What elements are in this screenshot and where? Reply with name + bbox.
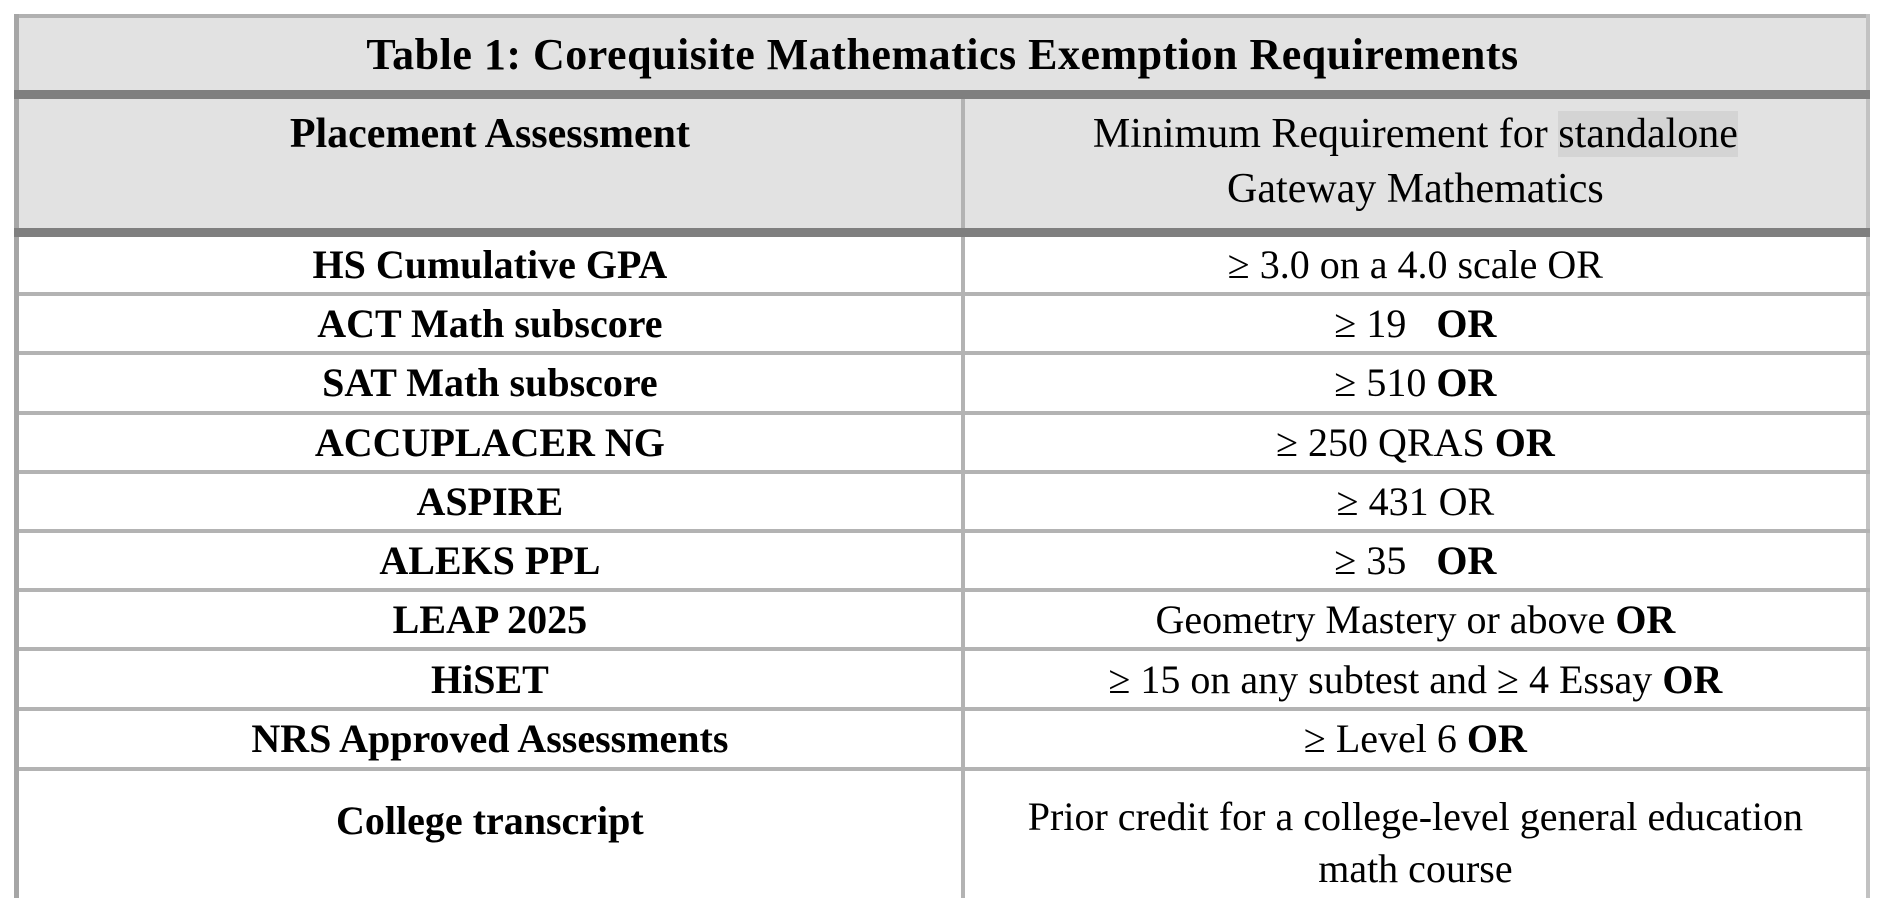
or-connector: OR xyxy=(1615,597,1676,643)
assessment-cell xyxy=(17,709,963,768)
assessment-cell xyxy=(17,590,963,649)
assessment-name: HiSET xyxy=(430,656,549,702)
exemption-requirements-table xyxy=(14,14,1870,898)
assessment-cell xyxy=(17,233,963,295)
or-connector: OR xyxy=(1436,537,1497,583)
column-header-minimum-requirement xyxy=(963,95,1868,233)
column-header-row xyxy=(17,95,1869,233)
requirement-value: Prior credit for a college-level general education math course xyxy=(1027,794,1803,891)
table-row xyxy=(17,233,1869,295)
assessment-name: ALEKS PPL xyxy=(379,538,601,584)
requirement-cell xyxy=(963,769,1868,898)
assessment-cell xyxy=(17,531,963,590)
table-row xyxy=(17,709,1869,768)
requirement-value: ≥ 15 on any subtest and ≥ 4 Essay xyxy=(1108,656,1663,702)
assessment-cell xyxy=(17,472,963,531)
requirement-cell xyxy=(963,590,1868,649)
requirement-value: ≥ 510 xyxy=(1334,360,1437,406)
requirement-value: Geometry Mastery or above xyxy=(1155,597,1616,643)
requirement-value: ≥ Level 6 xyxy=(1303,716,1467,762)
requirement-value: ≥ 250 QRAS xyxy=(1276,419,1495,465)
table-row xyxy=(17,769,1869,898)
requirement-text xyxy=(990,791,1840,893)
title-row xyxy=(17,16,1869,95)
requirement-cell xyxy=(963,709,1868,768)
table-title: Table 1: Corequisite Mathematics Exemption Requirements xyxy=(17,16,1869,95)
assessment-cell xyxy=(17,649,963,709)
or-connector: OR xyxy=(1662,656,1723,702)
table-row xyxy=(17,590,1869,649)
requirement-cell xyxy=(963,472,1868,531)
requirement-value: ≥ 3.0 on a 4.0 scale xyxy=(1227,242,1548,287)
requirement-text xyxy=(1228,239,1603,290)
assessment-cell xyxy=(17,413,963,472)
column-header-placement-assessment: Placement Assessment xyxy=(17,95,963,233)
table-row xyxy=(17,649,1869,709)
assessment-name: ACCUPLACER NG xyxy=(314,419,665,465)
or-connector: OR xyxy=(1438,478,1495,524)
assessment-name: ACT Math subscore xyxy=(317,301,663,347)
requirement-text xyxy=(1155,594,1675,645)
table-row xyxy=(17,413,1869,472)
assessment-cell xyxy=(17,294,963,353)
requirement-text xyxy=(1108,654,1722,705)
table-head xyxy=(17,16,1869,233)
assessment-name: ASPIRE xyxy=(416,478,564,524)
table-row xyxy=(17,472,1869,531)
min-requirement-line2-text: Gateway Mathematics xyxy=(1227,166,1604,213)
table-body xyxy=(17,233,1869,898)
assessment-name: SAT Math subscore xyxy=(322,360,658,406)
or-connector: OR xyxy=(1494,419,1555,465)
highlighted-word-standalone: standalone xyxy=(1558,111,1738,157)
requirement-cell xyxy=(963,233,1868,295)
requirement-text xyxy=(1334,298,1496,349)
requirement-cell xyxy=(963,294,1868,353)
requirement-value: ≥ 35 xyxy=(1334,537,1437,583)
requirement-text xyxy=(1334,357,1496,408)
or-connector: OR xyxy=(1547,242,1603,287)
table-row xyxy=(17,353,1869,412)
table-row xyxy=(17,294,1869,353)
assessment-name: LEAP 2025 xyxy=(392,597,588,643)
or-connector: OR xyxy=(1436,301,1497,347)
assessment-name: College transcript xyxy=(336,797,644,843)
or-connector: OR xyxy=(1466,716,1527,762)
requirement-value: ≥ 19 xyxy=(1334,301,1437,347)
requirement-text xyxy=(1276,417,1555,468)
requirement-text xyxy=(1304,713,1527,764)
min-requirement-line1-text: Minimum Requirement for xyxy=(1092,111,1559,157)
requirement-text xyxy=(1337,476,1495,527)
requirement-cell xyxy=(963,649,1868,709)
requirement-cell xyxy=(963,531,1868,590)
requirement-cell xyxy=(963,413,1868,472)
assessment-name: NRS Approved Assessments xyxy=(251,716,729,762)
assessment-cell xyxy=(17,769,963,898)
requirement-value: ≥ 431 xyxy=(1336,478,1439,524)
assessment-cell xyxy=(17,353,963,412)
requirement-text xyxy=(1334,535,1496,586)
or-connector: OR xyxy=(1436,360,1497,406)
assessment-name: HS Cumulative GPA xyxy=(312,242,668,288)
table-row xyxy=(17,531,1869,590)
requirement-cell xyxy=(963,353,1868,412)
